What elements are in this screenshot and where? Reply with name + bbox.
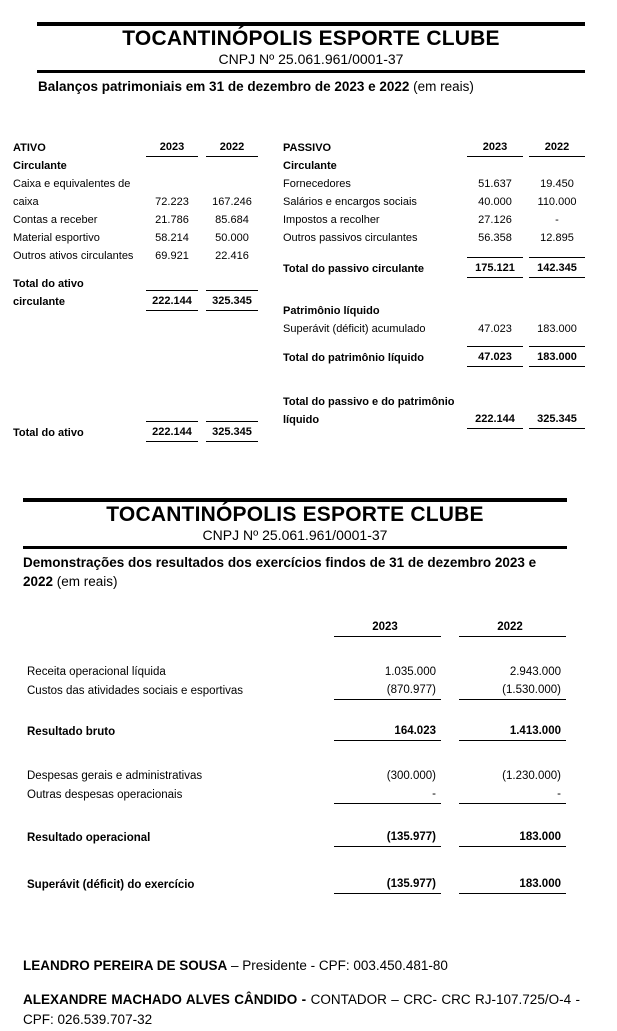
table-row (13, 247, 258, 265)
row-label: Despesas gerais e administrativas (27, 769, 203, 782)
value-2023: - (334, 785, 441, 804)
grand-total-2023: 222.144 (467, 409, 523, 429)
president-signature-line (23, 956, 580, 976)
club-cnpj: CNPJ Nº 25.061.961/0001-37 (202, 527, 388, 544)
grand-total-label: Total do ativo (13, 427, 84, 440)
total-2022: 142.345 (529, 257, 585, 278)
grand-total-label: Total do passivo e do patrimônio líquido (283, 396, 455, 427)
income-statement-table (27, 618, 617, 894)
value-2023: 1.035.000 (384, 665, 436, 678)
value-2022: 19.450 (540, 178, 574, 191)
table-row (13, 229, 258, 247)
ativo-column-title: ATIVO (13, 142, 46, 155)
balance-sheet-tables (13, 138, 617, 442)
row-label: Resultado operacional (27, 831, 151, 844)
value-2022: 85.684 (215, 214, 249, 227)
value-2023: 27.126 (478, 214, 512, 227)
income-statement-subtitle (23, 554, 562, 592)
value-2023: 164.023 (334, 722, 441, 741)
table-row (283, 175, 585, 193)
row-label: Superávit (déficit) do exercício (27, 878, 195, 891)
president-details: – Presidente - CPF: 003.450.481-80 (227, 957, 448, 973)
table-row (27, 663, 617, 681)
gross-result-row (27, 722, 617, 741)
row-label: Custos das atividades sociais e esportivas (27, 684, 244, 697)
balance-sheet-subtitle (38, 78, 567, 97)
value-2022: 50.000 (215, 232, 249, 245)
value-2022: 183.000 (537, 323, 577, 336)
year-header-2023: 2023 (334, 618, 441, 637)
president-name: LEANDRO PEREIRA DE SOUSA (23, 957, 228, 973)
grand-total-2022: 325.345 (529, 409, 585, 429)
income-header-row (27, 618, 617, 637)
passivo-column-title: PASSIVO (283, 142, 332, 155)
row-label: Resultado bruto (27, 725, 116, 738)
passivo-grand-total-row (283, 393, 585, 429)
value-2023: 58.214 (155, 232, 189, 245)
value-2022: 22.416 (215, 250, 249, 263)
row-label: Outros passivos circulantes (283, 232, 418, 245)
total-2023: 222.144 (146, 290, 198, 311)
equity-section-title (283, 302, 585, 320)
table-row (13, 175, 258, 211)
table-row (283, 229, 585, 247)
year-header-2022: 2022 (459, 618, 566, 637)
value-2023: (135.977) (334, 828, 441, 847)
section-label: Patrimônio líquido (283, 305, 380, 318)
year-header-2022: 2022 (529, 138, 585, 157)
total-label: Total do passivo circulante (283, 263, 424, 276)
total-2023: 47.023 (467, 346, 523, 367)
balance-sheet-subtitle-note: (em reais) (409, 79, 474, 95)
total-2022: 183.000 (529, 346, 585, 367)
table-row (283, 211, 585, 229)
equity-total-row (283, 346, 585, 367)
passivo-header-row (283, 138, 585, 157)
value-2022: (1.230.000) (502, 769, 561, 782)
financial-statements-page (0, 22, 617, 1028)
table-row (27, 767, 617, 785)
section-label: Circulante (283, 160, 337, 173)
value-2023: (300.000) (386, 769, 436, 782)
year-header-2023: 2023 (467, 138, 523, 157)
operating-result-row (27, 828, 617, 847)
value-2023: 40.000 (478, 196, 512, 209)
accountant-details: CONTADOR – CRC- CRC RJ-107.725/O-4 - CPF: 026.539.707-32 (23, 992, 580, 1028)
row-label: Superávit (déficit) acumulado (283, 323, 426, 336)
signature-block (23, 956, 580, 1031)
total-2022: 325.345 (206, 290, 258, 311)
value-2023: 21.786 (155, 214, 189, 227)
balance-sheet-header (37, 22, 585, 73)
table-row (27, 785, 617, 804)
value-2022: 12.895 (540, 232, 574, 245)
table-row (283, 193, 585, 211)
income-subtitle-main: Demonstrações dos resultados dos exercícios findos de 31 de dezembro 2023 e 2022 (23, 555, 537, 590)
row-label: Material esportivo (13, 232, 100, 245)
row-label: Caixa e equivalentes de caixa (13, 178, 131, 209)
net-result-row (27, 875, 617, 894)
value-2022: 110.000 (537, 196, 577, 209)
row-label: Salários e encargos sociais (283, 196, 417, 209)
club-title: TOCANTINÓPOLIS ESPORTE CLUBE (122, 27, 500, 50)
value-2022: 183.000 (459, 875, 566, 894)
ativo-grand-total-row (13, 421, 258, 442)
value-2023: (870.977) (334, 681, 441, 700)
club-title: TOCANTINÓPOLIS ESPORTE CLUBE (106, 503, 484, 527)
table-row (13, 211, 258, 229)
row-label: Fornecedores (283, 178, 351, 191)
table-row (27, 681, 617, 700)
year-header-2023: 2023 (146, 138, 198, 157)
passivo-table (283, 138, 585, 442)
ativo-header-row (13, 138, 258, 157)
club-cnpj: CNPJ Nº 25.061.961/0001-37 (218, 51, 404, 68)
ativo-section-circulante (13, 157, 258, 175)
value-2023: 56.358 (478, 232, 512, 245)
value-2023: 69.921 (155, 250, 189, 263)
grand-total-2023: 222.144 (146, 421, 198, 442)
equity-row (283, 320, 585, 338)
income-subtitle-note: (em reais) (53, 574, 118, 590)
ativo-table (13, 138, 258, 442)
grand-total-2022: 325.345 (206, 421, 258, 442)
value-2022: 1.413.000 (459, 722, 566, 741)
accountant-signature-line (23, 990, 580, 1031)
section-label: Circulante (13, 160, 67, 173)
value-2022: (1.530.000) (459, 681, 566, 700)
value-2023: 47.023 (478, 323, 512, 336)
total-label: Total do patrimônio líquido (283, 352, 424, 365)
value-2023: 51.637 (478, 178, 512, 191)
total-label: Total do ativo circulante (13, 278, 84, 309)
value-2022: - (555, 214, 559, 227)
row-label: Outros ativos circulantes (13, 250, 134, 263)
row-label: Receita operacional líquida (27, 665, 166, 678)
value-2023: (135.977) (334, 875, 441, 894)
ativo-total-row (13, 275, 258, 311)
passivo-total-row (283, 257, 585, 278)
year-header-2022: 2022 (206, 138, 258, 157)
income-statement-section (0, 498, 617, 894)
total-2023: 175.121 (467, 257, 523, 278)
accountant-name: ALEXANDRE MACHADO ALVES CÂNDIDO - (23, 992, 311, 1008)
passivo-section-circulante (283, 157, 585, 175)
value-2023: 72.223 (155, 196, 189, 209)
income-statement-header (23, 498, 567, 549)
value-2022: - (459, 785, 566, 804)
value-2022: 167.246 (212, 196, 252, 209)
row-label: Outras despesas operacionais (27, 788, 183, 801)
row-label: Impostos a recolher (283, 214, 380, 227)
row-label: Contas a receber (13, 214, 98, 227)
value-2022: 2.943.000 (509, 665, 561, 678)
value-2022: 183.000 (459, 828, 566, 847)
balance-sheet-subtitle-main: Balanços patrimoniais em 31 de dezembro de 2023 e 2022 (38, 79, 410, 95)
